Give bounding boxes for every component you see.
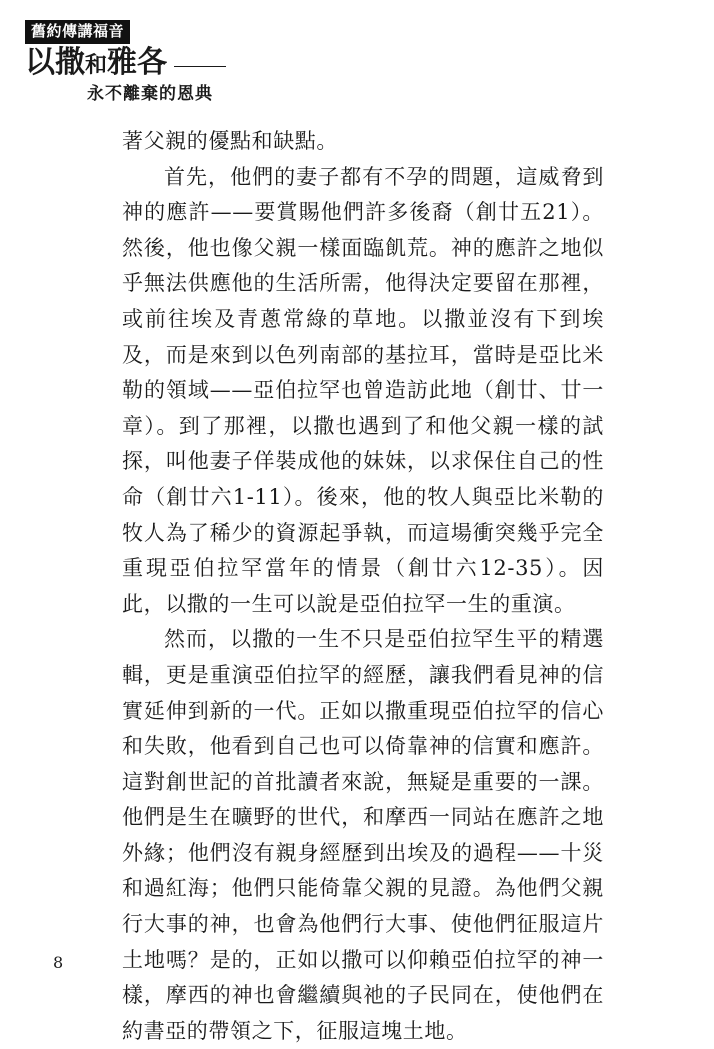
title-dash-rule [174,66,226,67]
series-label: 舊約傳講福音 [25,20,130,44]
book-title-conjunction: 和 [85,52,108,78]
body-text [122,124,604,1049]
paragraph: 然而，以撒的一生不只是亞伯拉罕生平的精選輯，更是重演亞伯拉罕的經歷，讓我們看見神的信實延伸到新的一代。正如以撒重現亞伯拉罕的信心和失敗，他看到自己也可以倚靠神的信實和應許。這對創世記的首批讀者來說，無疑是重要的一課。他們是生在曠野的世代，和摩西一同站在應許之地外緣；他們沒有親身經歷到出埃及的過程——十災和過紅海；他們只能倚靠父親的見證。為他們父親行大事的神，也會為他們行大事、使他們征服這片土地嗎？是的，正如以撒可以仰賴亞伯拉罕的神一樣，摩西的神也會繼續與祂的子民同在，使他們在約書亞的帶領之下，征服這塊土地。 [122,627,604,1043]
paragraph-continuation: 著父親的優點和缺點。 [122,129,338,153]
book-title-part1: 以撒 [25,45,85,80]
book-subtitle: 永不離棄的恩典 [87,84,213,104]
book-title [25,44,167,84]
paragraph: 首先，他們的妻子都有不孕的問題，這威脅到神的應許——要賞賜他們許多後裔（創廿五21）。然後，他也像父親一樣面臨飢荒。神的應許之地似乎無法供應他的生活所需，他得決定要留在那裡，或前往埃及青蔥常綠的草地。以撒並沒有下到埃及，而是來到以色列南部的基拉耳，當時是亞比米勒的領域——亞伯拉罕也曾造訪此地（創廿、廿一章）。到了那裡，以撒也遇到了和他父親一樣的試探，叫他妻子佯裝成他的妹妹，以求保住自己的性命（創廿六1-11）。後來，他的牧人與亞比米勒的牧人為了稀少的資源起爭執，而這場衝突幾乎完全重現亞伯拉罕當年的情景（創廿六12-35）。因此，以撒的一生可以說是亞伯拉罕一生的重演。 [122,164,604,616]
page-number: 8 [53,953,64,972]
book-title-part2: 雅各 [107,45,168,80]
